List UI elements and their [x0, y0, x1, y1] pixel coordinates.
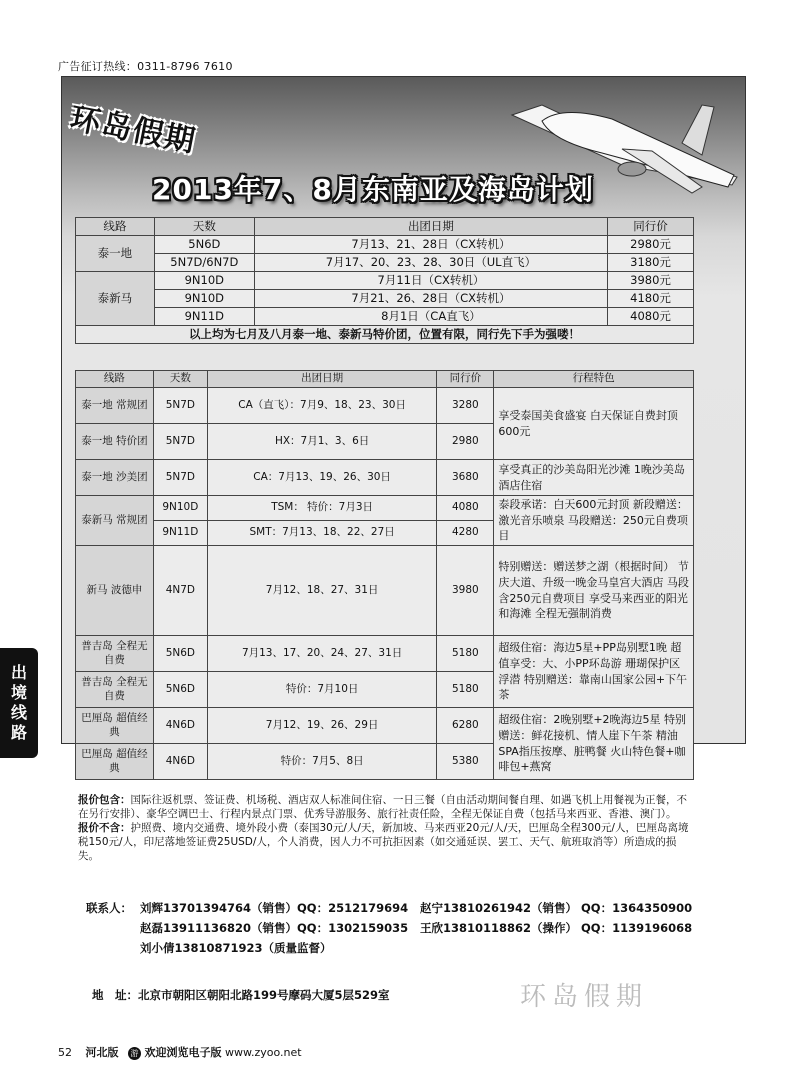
days: 5N6D [154, 236, 254, 254]
price: 3680 [437, 460, 494, 496]
features: 超级住宿：海边5星+PP岛别墅1晚 超值享受：大、小PP环岛游 珊瑚保护区浮潜 特别赠送：靠南山国家公园+下午茶 [494, 636, 694, 708]
contact-item: 刘小倩13810871923（质量监督） [140, 941, 332, 955]
days: 4N7D [153, 546, 207, 636]
pricing-info [78, 793, 692, 863]
route-name: 泰新马 [76, 272, 155, 326]
days: 9N11D [154, 308, 254, 326]
col-header-route: 线路 [76, 218, 155, 236]
table-row [76, 708, 694, 744]
page-title: 2013年7、8月东南亚及海岛计划 [152, 173, 594, 206]
dates: CA：7月13、19、26、30日 [207, 460, 437, 496]
price-includes [78, 793, 692, 821]
features: 泰段承诺：白天600元封顶 新段赠送：激光音乐喷泉 马段赠送：250元自费项目 [494, 496, 694, 546]
dates: 7月17、20、23、28、30日（UL直飞） [254, 254, 607, 272]
contact-item: 刘辉13701394764（销售）QQ：2512179694 [140, 901, 409, 915]
dates: 7月13、17、20、24、27、31日 [207, 636, 437, 672]
contact-item: 王欣13810118862（操作） QQ：1139196068 [420, 921, 693, 935]
table-row [76, 388, 694, 424]
dates: 7月12、18、27、31日 [207, 546, 437, 636]
price: 3980 [437, 546, 494, 636]
ad-hotline: 广告征订热线：0311-8796 7610 [58, 60, 233, 73]
includes-label: 报价包含： [78, 794, 131, 806]
route-name: 泰一地 特价团 [76, 424, 154, 460]
price: 5380 [437, 744, 494, 780]
contact-list [86, 899, 693, 959]
days: 5N6D [153, 636, 207, 672]
route-name: 普吉岛 全程无自费 [76, 636, 154, 672]
price: 3280 [437, 388, 494, 424]
days: 4N6D [153, 744, 207, 780]
days: 4N6D [153, 708, 207, 744]
table-row [76, 290, 694, 308]
table-row [76, 636, 694, 672]
price: 4080元 [608, 308, 694, 326]
price-excludes [78, 821, 692, 863]
address-label: 地 址： [92, 988, 138, 1002]
route-name: 巴厘岛 超值经典 [76, 708, 154, 744]
price: 3180元 [608, 254, 694, 272]
dates: 8月1日（CA直飞） [254, 308, 607, 326]
website-link[interactable]: www.zyoo.net [225, 1046, 302, 1059]
table-row [76, 496, 694, 521]
page-footer [58, 1044, 302, 1060]
route-name: 新马 波德申 [76, 546, 154, 636]
col-header-price: 同行价 [608, 218, 694, 236]
table-row [76, 546, 694, 636]
dates: SMT：7月13、18、22、27日 [207, 521, 437, 546]
tab-char: 线 [10, 703, 27, 722]
includes-text: 国际往返机票、签证费、机场税、酒店双人标准间住宿、一日三餐（自由活动期间餐自理、如遇飞机上用餐视为正餐，不在另行安排）、豪华空调巴士、行程内景点门票、优秀导游服务、旅行社责任险，全程无保证自费（包括马来西亚、香港、澳门）。 [78, 794, 687, 820]
features: 享受泰国美食盛宴 白天保证自费封顶600元 [494, 388, 694, 460]
special-offers-table [75, 217, 694, 344]
excludes-label: 报价不含： [78, 822, 131, 834]
brand-logo: 环岛假期 [67, 101, 200, 160]
col-header-features: 行程特色 [494, 371, 694, 388]
table-row [76, 236, 694, 254]
table-row [76, 272, 694, 290]
features: 享受真正的沙美岛阳光沙滩 1晚沙美岛酒店住宿 [494, 460, 694, 496]
days: 9N10D [154, 272, 254, 290]
features: 特别赠送：赠送梦之湖（根据时间） 节庆大道、升级一晚金马皇宫大酒店 马段含250元自费项目 享受马来西亚的阳光和海滩 全程无强制消费 [494, 546, 694, 636]
days: 9N10D [153, 496, 207, 521]
address [92, 987, 390, 1003]
dates: CA（直飞）：7月9、18、23、30日 [207, 388, 437, 424]
tab-char: 出 [10, 663, 27, 682]
days: 5N6D [153, 672, 207, 708]
col-header-price: 同行价 [437, 371, 494, 388]
days: 5N7D [153, 460, 207, 496]
welcome-text: 欢迎浏览电子版 [144, 1046, 222, 1059]
brand-watermark: 环岛假期 [520, 982, 649, 1012]
col-header-route: 线路 [76, 371, 154, 388]
col-header-days: 天数 [153, 371, 207, 388]
dates: TSM： 特价：7月3日 [207, 496, 437, 521]
col-header-dates: 出团日期 [254, 218, 607, 236]
route-name: 普吉岛 全程无自费 [76, 672, 154, 708]
features: 超级住宿：2晚别墅+2晚海边5星 特别赠送：鲜花接机、情人崖下午茶 精油SPA指压按摩、脏鸭餐 火山特色餐+咖啡包+燕窝 [494, 708, 694, 780]
zyoo-badge-icon: 游 [128, 1047, 141, 1060]
contacts-label: 联系人： [86, 901, 132, 915]
table-row [76, 254, 694, 272]
dates: 特价：7月5、8日 [207, 744, 437, 780]
route-name: 巴厘岛 超值经典 [76, 744, 154, 780]
contact-item: 赵宁13810261942（销售） QQ：1364350900 [420, 901, 693, 915]
price: 4180元 [608, 290, 694, 308]
route-name: 泰一地 沙美团 [76, 460, 154, 496]
excludes-text: 护照费、境内交通费、境外段小费（泰国30元/人/天，新加坡、马来西亚20元/人/天，巴厘岛全程300元/人，巴厘岛离境税150元/人，印尼落地签证费25USD/人，个人消费，因人力不可抗拒因素（如交通延误、罢工、天气、航班取消等）所造成的损失。 [78, 822, 689, 862]
tab-char: 路 [10, 723, 27, 742]
section-tab-outbound [0, 648, 38, 758]
route-name: 泰新马 常规团 [76, 496, 154, 546]
dates: 特价：7月10日 [207, 672, 437, 708]
edition-label: 河北版 [85, 1046, 119, 1059]
col-header-dates: 出团日期 [207, 371, 437, 388]
dates: 7月12、19、26、29日 [207, 708, 437, 744]
days: 5N7D [153, 424, 207, 460]
days: 5N7D [153, 388, 207, 424]
dates: HX：7月1、3、6日 [207, 424, 437, 460]
offer-note: 以上均为七月及八月泰一地、泰新马特价团，位置有限，同行先下手为强喽！ [76, 326, 694, 344]
table-row [76, 308, 694, 326]
price: 3980元 [608, 272, 694, 290]
price: 5180 [437, 672, 494, 708]
route-name: 泰一地 [76, 236, 155, 272]
price: 2980元 [608, 236, 694, 254]
table-row [76, 460, 694, 496]
days: 5N7D/6N7D [154, 254, 254, 272]
contact-item: 赵磊13911136820（销售）QQ：1302159035 [140, 921, 409, 935]
page-number: 52 [58, 1046, 72, 1059]
tab-char: 境 [10, 683, 27, 702]
price: 6280 [437, 708, 494, 744]
price: 4280 [437, 521, 494, 546]
dates: 7月11日（CX转机） [254, 272, 607, 290]
days: 9N10D [154, 290, 254, 308]
price: 5180 [437, 636, 494, 672]
dates: 7月13、21、28日（CX转机） [254, 236, 607, 254]
route-name: 泰一地 常规团 [76, 388, 154, 424]
col-header-days: 天数 [154, 218, 254, 236]
address-text: 北京市朝阳区朝阳北路199号摩码大厦5层529室 [138, 988, 390, 1002]
days: 9N11D [153, 521, 207, 546]
itinerary-table [75, 370, 694, 780]
price: 4080 [437, 496, 494, 521]
dates: 7月21、26、28日（CX转机） [254, 290, 607, 308]
price: 2980 [437, 424, 494, 460]
